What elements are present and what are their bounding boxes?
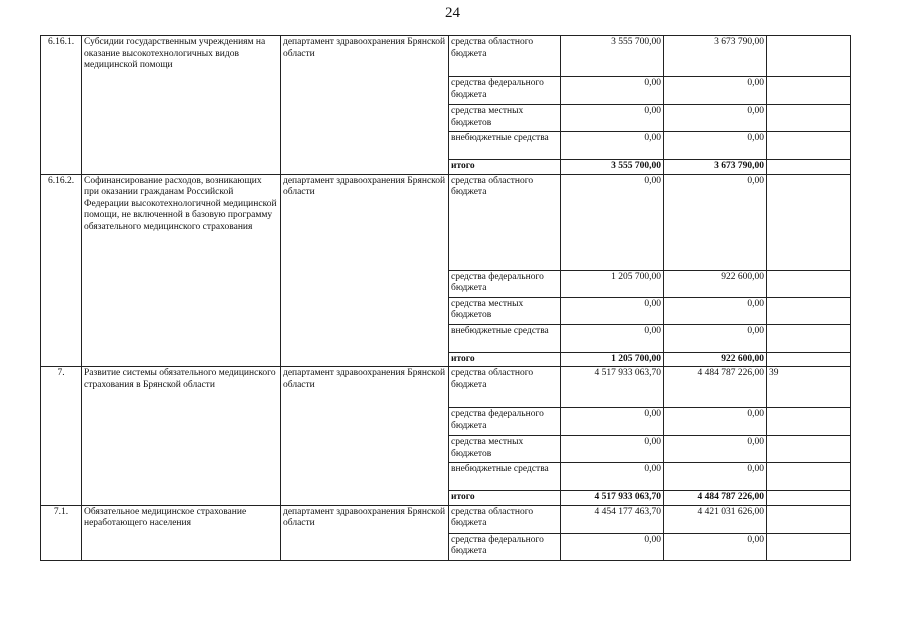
funding-source: средства местных бюджетов [449,436,561,463]
funding-source: средства федерального бюджета [449,533,561,560]
total-year-1: 4 517 933 063,70 [561,491,664,506]
funding-source: средства федерального бюджета [449,77,561,105]
funding-source: средства областного бюджета [449,174,561,270]
extra-column [767,505,851,533]
extra-column: 39 [767,367,851,408]
total-label: итого [449,160,561,175]
amount-year-1: 0,00 [561,77,664,105]
activity-name: Софинансирование расходов, возникающих при оказании гражданам Российской Федерации высокотехнологичной медицинской помощи, не включенной в базовую программу обязательного медицинского страхования [82,174,281,367]
extra-column [767,436,851,463]
funding-source: средства местных бюджетов [449,105,561,132]
amount-year-1: 1 205 700,00 [561,270,664,297]
amount-year-2: 0,00 [664,463,767,491]
extra-column [767,491,851,506]
extra-column [767,352,851,367]
amount-year-1: 0,00 [561,436,664,463]
funding-source: средства федерального бюджета [449,270,561,297]
amount-year-2: 0,00 [664,77,767,105]
amount-year-1: 4 517 933 063,70 [561,367,664,408]
funding-source: внебюджетные средства [449,463,561,491]
extra-column [767,324,851,352]
extra-column [767,270,851,297]
table-row [41,505,851,533]
funding-source: средства областного бюджета [449,367,561,408]
amount-year-2: 0,00 [664,408,767,436]
amount-year-2: 0,00 [664,324,767,352]
table-row [41,174,851,270]
amount-year-1: 0,00 [561,408,664,436]
extra-column [767,77,851,105]
extra-column [767,160,851,175]
extra-column [767,174,851,270]
total-year-2: 922 600,00 [664,352,767,367]
amount-year-1: 0,00 [561,297,664,324]
funding-source: средства федерального бюджета [449,408,561,436]
table-row [41,36,851,77]
amount-year-1: 0,00 [561,174,664,270]
funding-source: внебюджетные средства [449,132,561,160]
amount-year-1: 0,00 [561,324,664,352]
extra-column [767,533,851,560]
row-number: 6.16.1. [41,36,82,175]
activity-name: Обязательное медицинское страхование неработающего населения [82,505,281,560]
total-year-2: 3 673 790,00 [664,160,767,175]
total-label: итого [449,352,561,367]
page-number: 24 [445,5,460,21]
amount-year-2: 0,00 [664,533,767,560]
amount-year-2: 0,00 [664,436,767,463]
amount-year-1: 0,00 [561,105,664,132]
amount-year-1: 0,00 [561,463,664,491]
amount-year-2: 0,00 [664,297,767,324]
department: департамент здравоохранения Брянской области [281,367,449,506]
total-label: итого [449,491,561,506]
amount-year-1: 4 454 177 463,70 [561,505,664,533]
funding-source: средства областного бюджета [449,505,561,533]
total-year-1: 1 205 700,00 [561,352,664,367]
extra-column [767,132,851,160]
total-year-2: 4 484 787 226,00 [664,491,767,506]
extra-column [767,105,851,132]
activity-name: Субсидии государственным учреждениям на оказание высокотехнологичных видов медицинской помощи [82,36,281,175]
total-year-1: 3 555 700,00 [561,160,664,175]
row-number: 7. [41,367,82,506]
amount-year-1: 0,00 [561,533,664,560]
funding-source: внебюджетные средства [449,324,561,352]
department: департамент здравоохранения Брянской области [281,174,449,367]
funding-source: средства областного бюджета [449,36,561,77]
activity-name: Развитие системы обязательного медицинского страхования в Брянской области [82,367,281,506]
amount-year-2: 3 673 790,00 [664,36,767,77]
amount-year-2: 922 600,00 [664,270,767,297]
amount-year-1: 3 555 700,00 [561,36,664,77]
amount-year-2: 0,00 [664,105,767,132]
table-row [41,367,851,408]
budget-table [40,35,851,561]
amount-year-2: 4 421 031 626,00 [664,505,767,533]
amount-year-2: 0,00 [664,174,767,270]
amount-year-1: 0,00 [561,132,664,160]
extra-column [767,408,851,436]
funding-source: средства местных бюджетов [449,297,561,324]
row-number: 6.16.2. [41,174,82,367]
department: департамент здравоохранения Брянской области [281,505,449,560]
amount-year-2: 0,00 [664,132,767,160]
extra-column [767,463,851,491]
extra-column [767,36,851,77]
row-number: 7.1. [41,505,82,560]
extra-column [767,297,851,324]
amount-year-2: 4 484 787 226,00 [664,367,767,408]
department: департамент здравоохранения Брянской области [281,36,449,175]
